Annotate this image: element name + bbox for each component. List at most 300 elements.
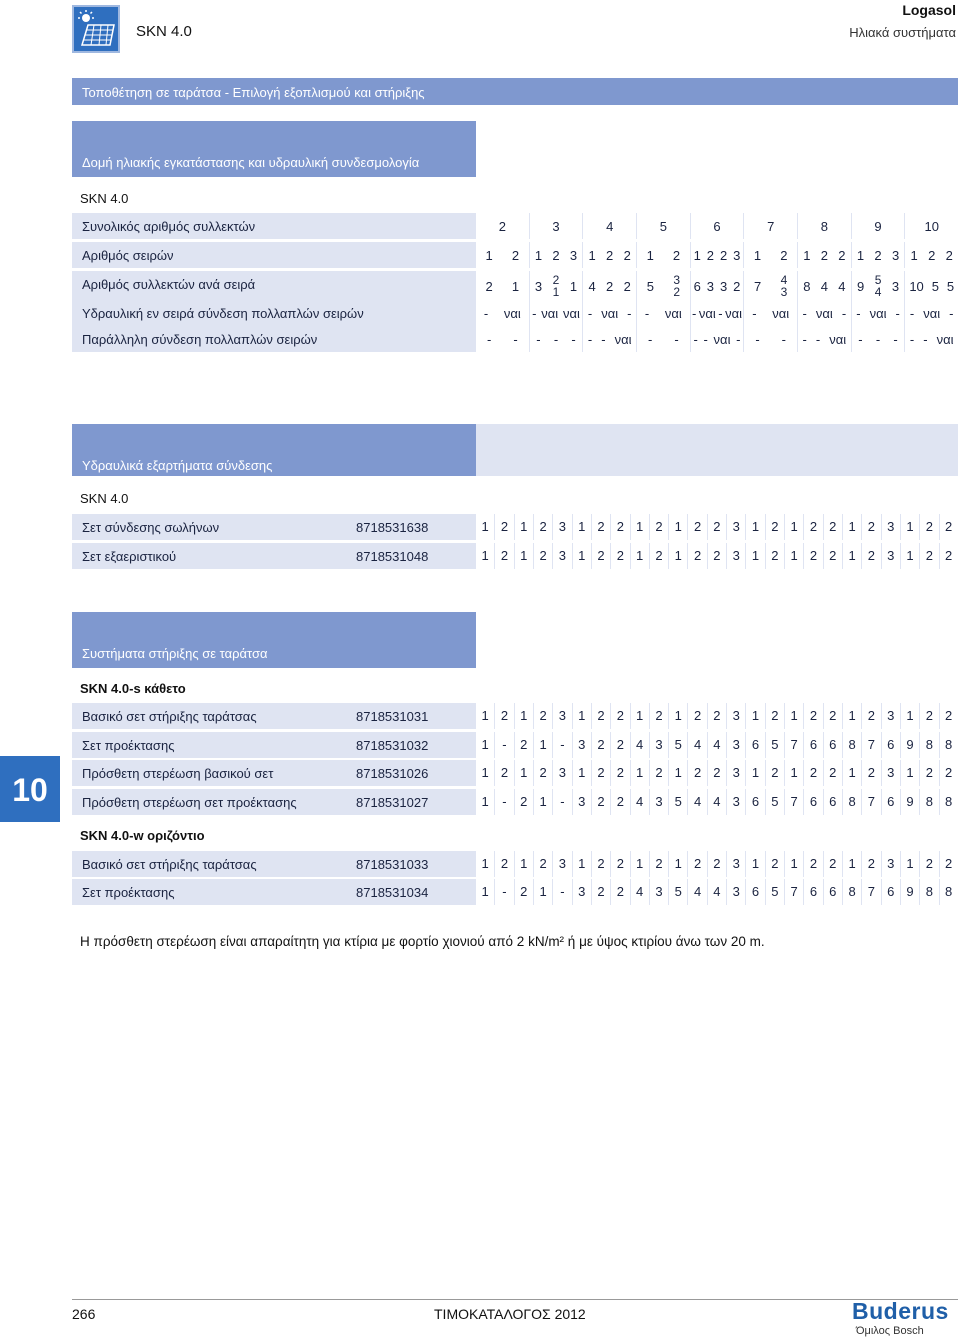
quantity-cell: 1 (669, 703, 688, 729)
quantity-cell: 2 (495, 760, 514, 786)
config-value: 2 (606, 278, 614, 294)
quantity-cell: 2 (920, 760, 939, 786)
product-code: 8718531026 (356, 766, 429, 781)
quantity-cell: 2 (515, 789, 534, 815)
quantity-cell: 1 (746, 851, 765, 877)
quantity-cell: 1 (901, 703, 920, 729)
quantity-cell: 2 (592, 760, 611, 786)
product-code: 8718531031 (356, 709, 429, 724)
quantity-cell: 1 (515, 703, 534, 729)
config-value: 2 (623, 278, 631, 294)
quantity-cell: 1 (746, 543, 765, 569)
config-value: - (483, 305, 489, 321)
config-group (476, 300, 530, 326)
config-value: 10 (909, 278, 924, 294)
quantity-cell: 2 (688, 514, 707, 540)
quantity-cell: 2 (495, 543, 514, 569)
config-value: - (856, 305, 861, 321)
config-value: ναι (664, 305, 682, 321)
quantity-cell: 2 (592, 879, 611, 905)
quantity-cell: 6 (882, 732, 901, 758)
quantity-cell: 6 (824, 732, 843, 758)
config-value: - (532, 305, 537, 321)
product-row (72, 543, 958, 569)
config-value: 1 (588, 247, 596, 263)
quantity-cell: 3 (573, 879, 592, 905)
row-label: Αριθμός σειρών (82, 248, 174, 263)
quantity-cell: 8 (843, 789, 862, 815)
config-value: 1 (856, 247, 865, 263)
config-group (852, 213, 906, 239)
quantity-cell: 2 (945, 548, 953, 563)
quantity-cell: 1 (573, 760, 592, 786)
chapter-tab (0, 756, 60, 822)
quantity-cell: 1 (631, 851, 650, 877)
quantity-cell: 3 (882, 543, 901, 569)
quantity-cell: 2 (920, 703, 939, 729)
quantity-cells (476, 789, 958, 815)
quantity-cell: 8 (945, 884, 953, 899)
config-group (530, 242, 584, 268)
quantity-cell: 3 (882, 760, 901, 786)
quantity-cell: 3 (650, 789, 669, 815)
quantity-cell: 8 (843, 879, 862, 905)
quantity-cell: 2 (804, 760, 823, 786)
config-group (852, 326, 906, 352)
quantity-cells (476, 703, 958, 729)
config-group (530, 213, 584, 239)
quantity-cell: 1 (476, 851, 495, 877)
config-value: ναι (713, 331, 731, 347)
quantity-cell: 2 (708, 514, 727, 540)
config-value: 4 (820, 278, 828, 294)
quantity-cell: 9 (901, 879, 920, 905)
quantity-cell: 8 (920, 789, 939, 815)
quantity-cell: 2 (920, 514, 939, 540)
config-value: - (875, 331, 881, 347)
config-value: 3 (569, 247, 578, 263)
quantity-cell: 2 (534, 760, 553, 786)
config-value: - (802, 331, 807, 347)
quantity-cell: 2 (688, 543, 707, 569)
quantity-cell: 5 (766, 879, 785, 905)
config-group (583, 271, 637, 301)
quantity-cell: 1 (785, 703, 804, 729)
config-value: ναι (815, 305, 833, 321)
config-value: - (513, 331, 518, 347)
product-label: Βασικό σετ στήριξης ταράτσας (82, 857, 257, 872)
product-code: 8718531034 (356, 885, 429, 900)
config-value: 3 (552, 218, 560, 234)
hydraulic-title: Υδραυλικά εξαρτήματα σύνδεσης (82, 458, 273, 473)
quantity-cell: 2 (611, 732, 630, 758)
quantity-cell: 6 (804, 732, 823, 758)
quantity-cell: 2 (534, 703, 553, 729)
config-value: 1 (693, 247, 701, 263)
config-group (905, 213, 958, 239)
config-value: 4 (606, 218, 614, 234)
config-value: 5 (646, 278, 654, 294)
quantity-cell: 4 (631, 732, 650, 758)
quantity-cell: 6 (746, 789, 765, 815)
quantity-cell: 1 (631, 760, 650, 786)
quantity-cell: 2 (862, 760, 881, 786)
quantity-cell: 2 (804, 851, 823, 877)
config-group (637, 271, 691, 301)
config-value: 2 (928, 247, 936, 263)
quantity-cell: 6 (882, 789, 901, 815)
hydraulic-title-box (72, 424, 476, 476)
quantity-cell: 3 (553, 760, 572, 786)
quantity-cell: 2 (804, 543, 823, 569)
bosch-group-label: Όμιλος Bosch (856, 1325, 924, 1337)
quantity-cells (476, 879, 958, 905)
quantity-cell: 2 (592, 732, 611, 758)
quantity-cell: 2 (708, 543, 727, 569)
quantity-cell: 2 (650, 703, 669, 729)
solar-panel-icon (72, 5, 120, 53)
quantity-cell: 3 (553, 703, 572, 729)
quantity-cell: 4 (708, 732, 727, 758)
config-group (691, 213, 745, 239)
config-value: - (648, 331, 653, 347)
quantity-cell: 2 (611, 514, 630, 540)
config-value: 2 (485, 278, 493, 294)
config-value: ναι (614, 331, 632, 347)
config-value: 1 (534, 247, 543, 263)
quantity-cell: 6 (804, 879, 823, 905)
quantity-cell: 1 (476, 732, 495, 758)
product-row (72, 879, 958, 905)
config-value: 5 (946, 278, 955, 294)
quantity-cell: 4 (688, 879, 707, 905)
quantity-cell: 2 (495, 851, 514, 877)
quantity-cell: 2 (592, 789, 611, 815)
quantity-cell: 1 (515, 760, 534, 786)
quantity-cell: 2 (766, 514, 785, 540)
quantity-cell: 1 (631, 543, 650, 569)
config-group (852, 300, 906, 326)
quantity-cell: - (553, 879, 572, 905)
quantity-cell: 2 (804, 703, 823, 729)
config-value: 3 2 (673, 273, 680, 299)
quantity-cell: 8 (843, 732, 862, 758)
product-row (72, 760, 958, 786)
section-subtitle: Δομή ηλιακής εγκατάστασης και υδραυλική συνδεσμολογία (82, 155, 420, 170)
quantity-cell: 4 (708, 879, 727, 905)
quantity-cell: 1 (785, 851, 804, 877)
config-value: 4 (838, 278, 846, 294)
quantity-cell: 3 (727, 789, 746, 815)
quantity-cell: 2 (611, 543, 630, 569)
config-value: - (718, 305, 723, 321)
quantity-cells (476, 851, 958, 877)
config-value: 2 (733, 278, 741, 294)
config-group (798, 271, 852, 301)
quantity-cell: 5 (766, 732, 785, 758)
config-value: ναι (829, 331, 847, 347)
quantity-cells (476, 543, 958, 569)
config-value: 9 (874, 218, 882, 234)
config-value: 3 (891, 278, 900, 294)
config-value: - (841, 305, 847, 321)
config-value: 3 (891, 247, 900, 263)
quantity-cell: 2 (824, 514, 843, 540)
quantity-cell: 3 (727, 703, 746, 729)
model-label: SKN 4.0 (80, 491, 129, 506)
config-value: - (644, 305, 650, 321)
config-value: - (693, 331, 698, 347)
config-value: 7 (767, 218, 775, 234)
quantity-cell: 1 (901, 760, 920, 786)
product-code: 8718531027 (356, 795, 429, 810)
quantity-cell: 2 (862, 851, 881, 877)
quantity-cell: 2 (824, 543, 843, 569)
config-value: 5 (659, 218, 667, 234)
config-value: - (752, 305, 757, 321)
quantity-cell: 3 (650, 732, 669, 758)
quantity-cell: 2 (824, 760, 843, 786)
config-value: 3 (706, 278, 715, 294)
quantity-cell: 1 (785, 543, 804, 569)
quantity-cells (476, 760, 958, 786)
quantity-cell: 1 (843, 543, 862, 569)
config-row-serial (72, 300, 958, 326)
config-group (476, 213, 530, 239)
quantity-cell: 8 (920, 732, 939, 758)
header-subtitle: Ηλιακά συστήματα (849, 25, 956, 40)
quantity-cell: 2 (592, 703, 611, 729)
quantity-cell: 3 (727, 760, 746, 786)
config-value: - (858, 331, 863, 347)
quantity-cell: 1 (843, 851, 862, 877)
config-value: ναι (503, 305, 521, 321)
quantity-cell: 6 (824, 879, 843, 905)
config-group (798, 213, 852, 239)
config-value: 2 (623, 247, 631, 263)
config-value: 9 (856, 278, 865, 294)
quantity-cell: 1 (476, 760, 495, 786)
header-model: SKN 4.0 (136, 23, 192, 40)
config-value: 6 (713, 218, 721, 234)
config-group (530, 326, 584, 352)
config-value: - (601, 331, 606, 347)
row-label: Συνολικός αριθμός συλλεκτών (82, 219, 256, 234)
config-value: 2 (780, 247, 788, 263)
config-group (744, 326, 798, 352)
config-value: 3 (534, 278, 543, 294)
quantity-cell: 3 (727, 851, 746, 877)
config-value: - (802, 305, 807, 321)
quantity-cell: 2 (766, 851, 785, 877)
config-group (905, 271, 958, 301)
quantity-cell: 5 (669, 789, 688, 815)
config-value: 1 (646, 247, 654, 263)
config-value: - (587, 305, 593, 321)
quantity-cell: 5 (669, 879, 688, 905)
mounting-title: Συστήματα στήριξης σε ταράτσα (82, 646, 268, 661)
quantity-cell: 1 (515, 851, 534, 877)
quantity-cell: 1 (669, 543, 688, 569)
quantity-cell: 1 (534, 879, 553, 905)
config-group (691, 271, 745, 301)
quantity-cell: 8 (920, 879, 939, 905)
config-value: ναι (562, 305, 580, 321)
quantity-cell: 1 (534, 732, 553, 758)
config-group (744, 213, 798, 239)
config-group (905, 326, 958, 352)
product-label: Βασικό σετ στήριξης ταράτσας (82, 709, 257, 724)
quantity-cell: 2 (650, 543, 669, 569)
quantity-cell: 2 (495, 703, 514, 729)
quantity-cell: 1 (515, 543, 534, 569)
product-row (72, 514, 958, 540)
config-value: 2 (838, 247, 846, 263)
config-row-per-string (72, 271, 958, 301)
config-value: 2 (672, 247, 681, 263)
config-group (583, 213, 637, 239)
config-value: - (909, 305, 915, 321)
quantity-cell: 7 (862, 879, 881, 905)
quantity-cell: 1 (476, 514, 495, 540)
product-code: 8718531638 (356, 520, 429, 535)
config-value: - (949, 305, 954, 321)
config-value: 8 (820, 218, 828, 234)
row-label: Παράλληλη σύνδεση πολλαπλών σειρών (82, 332, 318, 347)
model-label-horizontal: SKN 4.0-w οριζόντιο (80, 828, 205, 843)
quantity-cell: 2 (824, 703, 843, 729)
quantity-cell: 8 (945, 737, 953, 752)
config-value: 2 (606, 247, 614, 263)
config-value: - (893, 331, 898, 347)
product-label: Σετ σύνδεσης σωλήνων (82, 520, 220, 535)
config-value: ναι (923, 305, 941, 321)
config-value: - (736, 331, 741, 347)
quantity-cell: 8 (945, 794, 953, 809)
config-value: - (815, 331, 821, 347)
quantity-cell: 2 (515, 732, 534, 758)
quantity-cell: 2 (611, 879, 630, 905)
config-value: 1 (803, 247, 811, 263)
quantity-cell: 9 (901, 732, 920, 758)
quantity-cell: 3 (882, 703, 901, 729)
quantity-cell: 2 (688, 760, 707, 786)
chapter-number: 10 (12, 772, 48, 808)
config-group (691, 326, 745, 352)
config-group (691, 300, 745, 326)
config-value: 2 (874, 247, 882, 263)
quantity-cell: 2 (611, 851, 630, 877)
quantity-cell: 3 (553, 514, 572, 540)
quantity-cell: 2 (920, 851, 939, 877)
config-value: 5 (931, 278, 939, 294)
row-label: Αριθμός συλλεκτών ανά σειρά (82, 277, 256, 292)
quantity-cell: - (553, 789, 572, 815)
config-group (530, 300, 584, 326)
product-code: 8718531033 (356, 857, 429, 872)
quantity-cell: - (553, 732, 572, 758)
quantity-cell: 2 (515, 879, 534, 905)
quantity-cell: 2 (945, 765, 953, 780)
section-title: Τοποθέτηση σε ταράτσα - Επιλογή εξοπλισμού και στήριξης (82, 85, 425, 100)
config-group (637, 300, 691, 326)
config-value: 7 (754, 278, 762, 294)
config-group (905, 242, 958, 268)
model-label-vertical: SKN 4.0-s κάθετο (80, 681, 186, 696)
quantity-cell: 2 (766, 760, 785, 786)
config-value: - (923, 331, 928, 347)
quantity-cell: 6 (824, 789, 843, 815)
quantity-cell: 4 (631, 789, 650, 815)
header-brand: Logasol (902, 2, 956, 18)
config-value: 1 (511, 278, 520, 294)
config-group (798, 326, 852, 352)
quantity-cell: 2 (611, 703, 630, 729)
quantity-cell: 2 (824, 851, 843, 877)
quantity-cell: 1 (534, 789, 553, 815)
config-group (852, 271, 906, 301)
quantity-cell: 2 (862, 703, 881, 729)
config-group (583, 300, 637, 326)
quantity-cell: 1 (476, 789, 495, 815)
config-value: 2 (511, 247, 520, 263)
product-row (72, 703, 958, 729)
quantity-cell: 1 (476, 879, 495, 905)
buderus-logo: Buderus (852, 1298, 949, 1324)
quantity-cell: 1 (476, 543, 495, 569)
quantity-cell: 3 (727, 514, 746, 540)
config-group (744, 271, 798, 301)
section-title-bar (72, 78, 958, 105)
footnote: Η πρόσθετη στερέωση είναι απαραίτητη για κτίρια με φορτίο χιονιού από 2 kN/m² ή με ύψος κτιρίου άνω των 20 m. (80, 934, 765, 949)
config-value: 2 1 (552, 273, 560, 299)
config-value: 2 (552, 247, 560, 263)
quantity-cell: 2 (534, 543, 553, 569)
quantity-cell: 2 (611, 760, 630, 786)
product-label: Πρόσθετη στερέωση σετ προέκτασης (82, 795, 297, 810)
product-code: 8718531032 (356, 738, 429, 753)
config-value: 1 (753, 247, 762, 263)
quantity-cell: 1 (746, 514, 765, 540)
config-group (476, 271, 530, 301)
quantity-cell: 5 (669, 732, 688, 758)
config-value: - (895, 305, 900, 321)
config-value: 3 (733, 247, 741, 263)
quantity-cell: 1 (573, 543, 592, 569)
quantity-cell: 3 (573, 732, 592, 758)
quantity-cell: 2 (945, 856, 953, 871)
product-row (72, 732, 958, 758)
config-value: 10 (924, 218, 939, 234)
config-value: - (691, 305, 697, 321)
quantity-cell: 4 (688, 732, 707, 758)
quantity-cell: 2 (920, 543, 939, 569)
quantity-cell: 2 (592, 543, 611, 569)
config-value: ναι (601, 305, 619, 321)
config-value: - (703, 331, 708, 347)
config-value: - (674, 331, 679, 347)
config-group (476, 242, 530, 268)
quantity-cell: 2 (650, 760, 669, 786)
quantity-cell: - (495, 732, 514, 758)
config-group (744, 242, 798, 268)
config-value: 2 (706, 247, 715, 263)
config-value: - (755, 331, 760, 347)
quantity-cell: 1 (843, 514, 862, 540)
quantity-cell: 1 (901, 543, 920, 569)
config-value: - (571, 331, 576, 347)
quantity-cell: 7 (862, 789, 881, 815)
